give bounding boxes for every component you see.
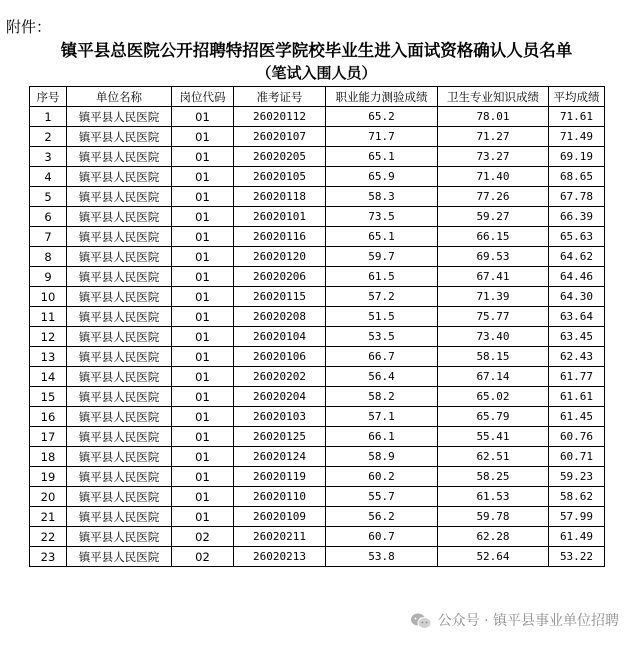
table-row — [30, 547, 605, 567]
header-position-code: 岗位代码 — [172, 87, 234, 107]
cell-unit-name: 镇平县人民医院 — [67, 287, 172, 307]
table-row — [30, 267, 605, 287]
cell-aptitude-score: 65.1 — [326, 147, 438, 167]
cell-unit-name: 镇平县人民医院 — [67, 247, 172, 267]
cell-admission-number: 26020106 — [234, 347, 326, 367]
cell-professional-score: 58.15 — [438, 347, 549, 367]
document-title: 镇平县总医院公开招聘特招医学院校毕业生进入面试资格确认人员名单 — [60, 41, 573, 60]
table-row — [30, 427, 605, 447]
cell-professional-score: 59.27 — [438, 207, 549, 227]
cell-position-code: 01 — [172, 287, 234, 307]
cell-position-code: 01 — [172, 467, 234, 487]
cell-position-code: 01 — [172, 247, 234, 267]
cell-admission-number: 26020103 — [234, 407, 326, 427]
table-row — [30, 527, 605, 547]
table-row — [30, 207, 605, 227]
cell-unit-name: 镇平县人民医院 — [67, 147, 172, 167]
cell-aptitude-score: 60.2 — [326, 467, 438, 487]
document-subtitle: （笔试入围人员） — [256, 64, 377, 82]
cell-index: 14 — [30, 367, 67, 387]
cell-aptitude-score: 71.7 — [326, 127, 438, 147]
candidate-table — [29, 86, 605, 567]
cell-aptitude-score: 57.2 — [326, 287, 438, 307]
cell-position-code: 02 — [172, 547, 234, 567]
table-row — [30, 107, 605, 127]
cell-admission-number: 26020204 — [234, 387, 326, 407]
cell-admission-number: 26020120 — [234, 247, 326, 267]
cell-professional-score: 52.64 — [438, 547, 549, 567]
cell-position-code: 01 — [172, 327, 234, 347]
cell-position-code: 01 — [172, 427, 234, 447]
cell-index: 12 — [30, 327, 67, 347]
cell-average-score: 60.76 — [549, 427, 605, 447]
cell-unit-name: 镇平县人民医院 — [67, 367, 172, 387]
cell-index: 7 — [30, 227, 67, 247]
cell-average-score: 63.45 — [549, 327, 605, 347]
cell-average-score: 67.78 — [549, 187, 605, 207]
table-row — [30, 167, 605, 187]
cell-index: 17 — [30, 427, 67, 447]
cell-unit-name: 镇平县人民医院 — [67, 307, 172, 327]
cell-position-code: 01 — [172, 267, 234, 287]
cell-average-score: 57.99 — [549, 507, 605, 527]
cell-average-score: 61.77 — [549, 367, 605, 387]
cell-position-code: 01 — [172, 487, 234, 507]
table-row — [30, 247, 605, 267]
table-row — [30, 147, 605, 167]
cell-unit-name: 镇平县人民医院 — [67, 347, 172, 367]
cell-average-score: 53.22 — [549, 547, 605, 567]
cell-position-code: 01 — [172, 147, 234, 167]
table-row — [30, 467, 605, 487]
cell-aptitude-score: 56.4 — [326, 367, 438, 387]
cell-unit-name: 镇平县人民医院 — [67, 167, 172, 187]
cell-professional-score: 67.41 — [438, 267, 549, 287]
header-professional-score: 卫生专业知识成绩 — [438, 87, 549, 107]
cell-professional-score: 75.77 — [438, 307, 549, 327]
table-row — [30, 487, 605, 507]
cell-average-score: 59.23 — [549, 467, 605, 487]
cell-unit-name: 镇平县人民医院 — [67, 447, 172, 467]
cell-professional-score: 67.14 — [438, 367, 549, 387]
cell-average-score: 63.64 — [549, 307, 605, 327]
cell-professional-score: 71.40 — [438, 167, 549, 187]
table-header-row — [30, 87, 605, 107]
cell-professional-score: 66.15 — [438, 227, 549, 247]
cell-admission-number: 26020213 — [234, 547, 326, 567]
cell-average-score: 62.43 — [549, 347, 605, 367]
cell-average-score: 65.63 — [549, 227, 605, 247]
cell-average-score: 68.65 — [549, 167, 605, 187]
table-row — [30, 187, 605, 207]
table-row — [30, 307, 605, 327]
cell-admission-number: 26020110 — [234, 487, 326, 507]
cell-admission-number: 26020211 — [234, 527, 326, 547]
cell-professional-score: 73.27 — [438, 147, 549, 167]
attachment-label: 附件： — [6, 18, 52, 36]
cell-professional-score: 65.02 — [438, 387, 549, 407]
cell-admission-number: 26020124 — [234, 447, 326, 467]
cell-admission-number: 26020119 — [234, 467, 326, 487]
cell-unit-name: 镇平县人民医院 — [67, 107, 172, 127]
cell-unit-name: 镇平县人民医院 — [67, 207, 172, 227]
cell-professional-score: 78.01 — [438, 107, 549, 127]
header-index: 序号 — [30, 87, 67, 107]
cell-position-code: 01 — [172, 347, 234, 367]
cell-professional-score: 71.27 — [438, 127, 549, 147]
cell-aptitude-score: 61.5 — [326, 267, 438, 287]
cell-aptitude-score: 58.2 — [326, 387, 438, 407]
watermark — [410, 612, 619, 630]
cell-admission-number: 26020205 — [234, 147, 326, 167]
cell-index: 22 — [30, 527, 67, 547]
cell-average-score: 69.19 — [549, 147, 605, 167]
cell-aptitude-score: 53.5 — [326, 327, 438, 347]
cell-position-code: 01 — [172, 107, 234, 127]
cell-unit-name: 镇平县人民医院 — [67, 547, 172, 567]
cell-position-code: 01 — [172, 407, 234, 427]
table-row — [30, 447, 605, 467]
table-row — [30, 407, 605, 427]
cell-aptitude-score: 55.7 — [326, 487, 438, 507]
cell-admission-number: 26020112 — [234, 107, 326, 127]
cell-index: 1 — [30, 107, 67, 127]
cell-admission-number: 26020107 — [234, 127, 326, 147]
cell-aptitude-score: 73.5 — [326, 207, 438, 227]
cell-unit-name: 镇平县人民医院 — [67, 267, 172, 287]
cell-index: 13 — [30, 347, 67, 367]
cell-average-score: 71.49 — [549, 127, 605, 147]
cell-aptitude-score: 53.8 — [326, 547, 438, 567]
cell-average-score: 61.49 — [549, 527, 605, 547]
cell-professional-score: 55.41 — [438, 427, 549, 447]
cell-position-code: 01 — [172, 307, 234, 327]
table-row — [30, 507, 605, 527]
cell-professional-score: 61.53 — [438, 487, 549, 507]
cell-position-code: 01 — [172, 387, 234, 407]
cell-admission-number: 26020208 — [234, 307, 326, 327]
cell-index: 20 — [30, 487, 67, 507]
cell-professional-score: 69.53 — [438, 247, 549, 267]
cell-index: 5 — [30, 187, 67, 207]
cell-professional-score: 73.40 — [438, 327, 549, 347]
table-row — [30, 287, 605, 307]
cell-index: 18 — [30, 447, 67, 467]
cell-index: 19 — [30, 467, 67, 487]
cell-admission-number: 26020104 — [234, 327, 326, 347]
cell-index: 6 — [30, 207, 67, 227]
cell-position-code: 01 — [172, 447, 234, 467]
cell-position-code: 02 — [172, 527, 234, 547]
cell-index: 23 — [30, 547, 67, 567]
cell-index: 2 — [30, 127, 67, 147]
wechat-official-account-icon — [410, 612, 432, 630]
cell-professional-score: 77.26 — [438, 187, 549, 207]
table-row — [30, 387, 605, 407]
cell-aptitude-score: 66.1 — [326, 427, 438, 447]
cell-position-code: 01 — [172, 127, 234, 147]
cell-unit-name: 镇平县人民医院 — [67, 487, 172, 507]
cell-index: 8 — [30, 247, 67, 267]
table-body — [30, 107, 605, 567]
cell-aptitude-score: 51.5 — [326, 307, 438, 327]
cell-unit-name: 镇平县人民医院 — [67, 127, 172, 147]
cell-aptitude-score: 58.3 — [326, 187, 438, 207]
cell-admission-number: 26020109 — [234, 507, 326, 527]
header-unit-name: 单位名称 — [67, 87, 172, 107]
cell-admission-number: 26020115 — [234, 287, 326, 307]
table-row — [30, 227, 605, 247]
cell-average-score: 66.39 — [549, 207, 605, 227]
cell-average-score: 60.71 — [549, 447, 605, 467]
cell-index: 4 — [30, 167, 67, 187]
cell-position-code: 01 — [172, 367, 234, 387]
cell-average-score: 61.61 — [549, 387, 605, 407]
table-row — [30, 367, 605, 387]
cell-index: 16 — [30, 407, 67, 427]
cell-aptitude-score: 57.1 — [326, 407, 438, 427]
cell-professional-score: 65.79 — [438, 407, 549, 427]
cell-aptitude-score: 66.7 — [326, 347, 438, 367]
cell-unit-name: 镇平县人民医院 — [67, 187, 172, 207]
cell-admission-number: 26020118 — [234, 187, 326, 207]
cell-average-score: 61.45 — [549, 407, 605, 427]
cell-admission-number: 26020125 — [234, 427, 326, 447]
cell-position-code: 01 — [172, 167, 234, 187]
cell-professional-score: 71.39 — [438, 287, 549, 307]
table-row — [30, 347, 605, 367]
cell-unit-name: 镇平县人民医院 — [67, 327, 172, 347]
cell-unit-name: 镇平县人民医院 — [67, 227, 172, 247]
cell-index: 15 — [30, 387, 67, 407]
cell-unit-name: 镇平县人民医院 — [67, 507, 172, 527]
cell-index: 10 — [30, 287, 67, 307]
cell-professional-score: 59.78 — [438, 507, 549, 527]
cell-position-code: 01 — [172, 507, 234, 527]
cell-aptitude-score: 60.7 — [326, 527, 438, 547]
cell-aptitude-score: 58.9 — [326, 447, 438, 467]
cell-admission-number: 26020206 — [234, 267, 326, 287]
header-aptitude-score: 职业能力测验成绩 — [326, 87, 438, 107]
cell-unit-name: 镇平县人民医院 — [67, 407, 172, 427]
cell-professional-score: 62.28 — [438, 527, 549, 547]
cell-admission-number: 26020202 — [234, 367, 326, 387]
cell-index: 3 — [30, 147, 67, 167]
cell-aptitude-score: 65.1 — [326, 227, 438, 247]
cell-position-code: 01 — [172, 207, 234, 227]
cell-professional-score: 62.51 — [438, 447, 549, 467]
cell-position-code: 01 — [172, 187, 234, 207]
cell-average-score: 64.62 — [549, 247, 605, 267]
cell-index: 9 — [30, 267, 67, 287]
cell-average-score: 58.62 — [549, 487, 605, 507]
cell-unit-name: 镇平县人民医院 — [67, 467, 172, 487]
header-average-score: 平均成绩 — [549, 87, 605, 107]
table-row — [30, 127, 605, 147]
cell-unit-name: 镇平县人民医院 — [67, 527, 172, 547]
cell-unit-name: 镇平县人民医院 — [67, 387, 172, 407]
cell-aptitude-score: 56.2 — [326, 507, 438, 527]
cell-average-score: 71.61 — [549, 107, 605, 127]
table-row — [30, 327, 605, 347]
cell-index: 21 — [30, 507, 67, 527]
header-admission-number: 准考证号 — [234, 87, 326, 107]
cell-unit-name: 镇平县人民医院 — [67, 427, 172, 447]
cell-aptitude-score: 65.9 — [326, 167, 438, 187]
watermark-text: 公众号 · 镇平县事业单位招聘 — [437, 613, 619, 629]
cell-admission-number: 26020116 — [234, 227, 326, 247]
cell-professional-score: 58.25 — [438, 467, 549, 487]
cell-aptitude-score: 59.7 — [326, 247, 438, 267]
cell-admission-number: 26020105 — [234, 167, 326, 187]
cell-average-score: 64.30 — [549, 287, 605, 307]
cell-index: 11 — [30, 307, 67, 327]
cell-position-code: 01 — [172, 227, 234, 247]
cell-average-score: 64.46 — [549, 267, 605, 287]
cell-aptitude-score: 65.2 — [326, 107, 438, 127]
cell-admission-number: 26020101 — [234, 207, 326, 227]
